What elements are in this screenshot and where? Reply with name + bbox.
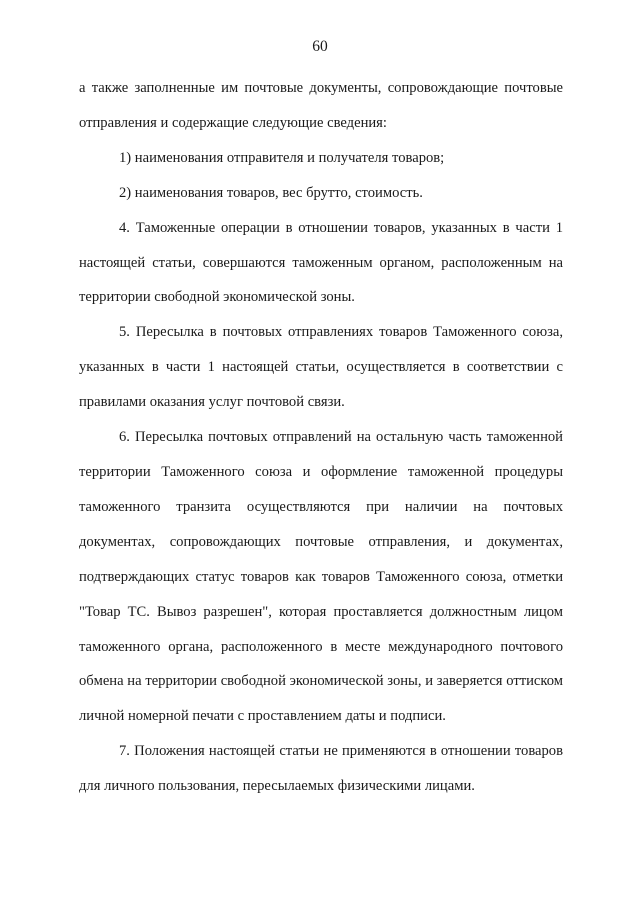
paragraph-continuation: а также заполненные им почтовые документы, сопровождающие почтовые отправления и содержащие следующие сведения: bbox=[79, 80, 563, 131]
paragraph-clause-6: 6. Пересылка почтовых отправлений на остальную часть таможенной территории Таможенного союза и оформление таможенной процедуры таможенного транзита осуществляются при наличии на почтовых документах, сопровождающих почтовые отправления, и документах, подтверждающих статус товаров как товаров Таможенного союза, отметки "Товар ТС. Вывоз разрешен", которая проставляется должностным лицом таможенного органа, расположенного в месте международного почтового обмена на территории свободной экономической зоны, и заверяется оттиском личной номерной печати с проставлением даты и подписи. bbox=[79, 429, 563, 725]
paragraph-list-item-1: 1) наименования отправителя и получателя товаров; bbox=[119, 149, 445, 166]
paragraph-list-item-2: 2) наименования товаров, вес брутто, стоимость. bbox=[119, 184, 423, 201]
document-body bbox=[79, 71, 563, 804]
paragraph-clause-4: 4. Таможенные операции в отношении товаров, указанных в части 1 настоящей статьи, совершаются таможенным органом, расположенным на территории свободной экономической зоны. bbox=[79, 219, 563, 306]
paragraph-clause-7: 7. Положения настоящей статьи не применяются в отношении товаров для личного пользования, пересылаемых физическими лицами. bbox=[79, 743, 563, 795]
paragraph-clause-5: 5. Пересылка в почтовых отправлениях товаров Таможенного союза, указанных в части 1 настоящей статьи, осуществляется в соответствии с правилами оказания услуг почтовой связи. bbox=[79, 324, 563, 411]
page-number: 60 bbox=[312, 38, 328, 55]
